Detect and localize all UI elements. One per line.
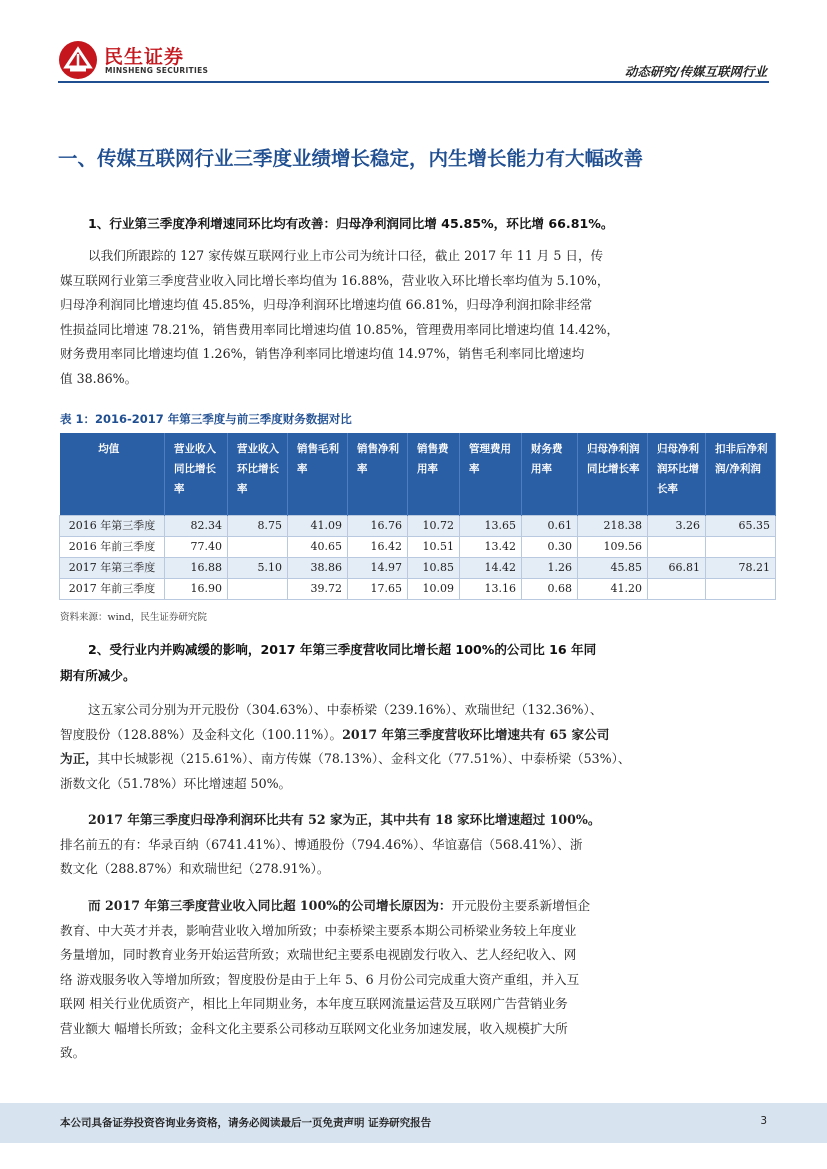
paragraph-line: 财务费用率同比增速均值 1.26%，销售净利率同比增速均值 14.97%，销售毛利率同比增速均 (60, 346, 585, 361)
column-header: 归母净利润环比增长率 (648, 433, 706, 516)
footer-disclaimer: 本公司具备证券投资咨询业务资格，请务必阅读最后一页免责声明 证券研究报告 (60, 1117, 432, 1129)
table-row (60, 537, 776, 558)
table-cell (706, 579, 776, 600)
table-cell: 10.72 (408, 516, 460, 537)
table-row (60, 579, 776, 600)
table-cell: 78.21 (706, 558, 776, 579)
point2-heading (60, 637, 730, 689)
table-cell: 0.30 (522, 537, 578, 558)
report-type: 动态研究/传媒互联网行业 (624, 64, 767, 79)
column-header: 归母净利润同比增长率 (578, 433, 648, 516)
table-cell (648, 537, 706, 558)
text-span: 开元股份主要系新增恒企 (451, 898, 591, 913)
text-span: 智度股份（128.88%）及金科文化（100.11%）。 (60, 726, 343, 742)
table-cell: 16.42 (348, 537, 408, 558)
table-header-row (60, 433, 776, 516)
table-cell: 14.42 (460, 558, 522, 579)
paragraph-line: 务量增加，同时教育业务开始运营所致；欢瑞世纪主要系电视剧发行收入、艺人经纪收入、网 (60, 947, 577, 962)
table-cell: 65.35 (706, 516, 776, 537)
table-cell (228, 579, 288, 600)
paragraph-line: 值 38.86%。 (60, 370, 138, 386)
table-cell: 0.61 (522, 516, 578, 537)
bold-text-span: 为正， (60, 751, 98, 766)
paragraph-line: 排名前五的有：华录百纳（6741.41%）、博通股份（794.46%）、华谊嘉信（568.41%）、浙 (60, 836, 583, 852)
minsheng-logo (58, 40, 208, 80)
column-header: 财务费用率 (522, 433, 578, 516)
table-cell: 13.16 (460, 579, 522, 600)
point2-paragraph-3 (60, 894, 725, 1066)
table-cell: 10.51 (408, 537, 460, 558)
financial-table (59, 433, 775, 600)
paragraph-line: 媒互联网行业第三季度营业收入同比增长率均值为 16.88%，营业收入环比增长率均值为 5.10%， (60, 272, 610, 288)
page-number: 3 (760, 1115, 767, 1127)
column-header: 销售净利率 (348, 433, 408, 516)
table-cell: 13.42 (460, 537, 522, 558)
table-cell: 45.85 (578, 558, 648, 579)
table-cell: 109.56 (578, 537, 648, 558)
minsheng-logo-icon (58, 40, 98, 80)
table-cell: 10.85 (408, 558, 460, 579)
table-cell: 16.76 (348, 516, 408, 537)
table-cell: 1.26 (522, 558, 578, 579)
section-title: 一、传媒互联网行业三季度业绩增长稳定，内生增长能力有大幅改善 (58, 147, 644, 170)
heading-line: 期有所减少。 (60, 668, 136, 683)
table-cell: 41.20 (578, 579, 648, 600)
table-cell: 14.97 (348, 558, 408, 579)
paragraph-line: 络 游戏服务收入等增加所致；智度股份是由于上年 5、6 月份公司完成重大资产重组，并入互 (60, 971, 580, 987)
table-cell (706, 537, 776, 558)
point1-paragraph (60, 244, 725, 391)
paragraph-line (60, 894, 725, 919)
column-header: 销售费用率 (408, 433, 460, 516)
point2-paragraph-1 (60, 698, 725, 796)
paragraph-line: 营业额大 幅增长所致；金科文化主要系公司移动互联网文化业务加速发展，收入规模扩大所 (60, 1020, 568, 1036)
table-cell: 8.75 (228, 516, 288, 537)
page-header (0, 0, 827, 90)
paragraph-line: 联网 相关行业优质资产，相比上年同期业务，本年度互联网流量运营及互联网广告营销业务 (60, 996, 568, 1011)
table-cell: 66.81 (648, 558, 706, 579)
column-header: 管理费用率 (460, 433, 522, 516)
paragraph-line: 以我们所跟踪的 127 家传媒互联网行业上市公司为统计口径，截止 2017 年 11 月 5 日，传 (88, 248, 604, 263)
paragraph-line: 浙数文化（51.78%）环比增速超 50%。 (60, 775, 292, 791)
table-title: 表 1：2016-2017 年第三季度与前三季度财务数据对比 (60, 412, 352, 426)
table-row (60, 558, 776, 579)
table-row (60, 516, 776, 537)
column-header: 扣非后净利润/净利润 (706, 433, 776, 516)
table-cell: 38.86 (288, 558, 348, 579)
table-cell (228, 537, 288, 558)
table-cell: 2017 年第三季度 (60, 558, 165, 579)
paragraph-line: 归母净利润同比增速均值 45.85%，归母净利润环比增速均值 66.81%，归母净利润扣除非经常 (60, 297, 593, 312)
table-cell: 218.38 (578, 516, 648, 537)
table-cell: 5.10 (228, 558, 288, 579)
table-cell: 0.68 (522, 579, 578, 600)
table-source: 资料来源：wind，民生证券研究院 (60, 612, 207, 623)
paragraph-line (60, 723, 725, 748)
point1-heading: 1、行业第三季度净利增速同环比均有改善：归母净利润同比增 45.85%，环比增 66.81%。 (88, 216, 614, 231)
column-header: 均值 (60, 433, 165, 516)
table-cell: 82.34 (165, 516, 228, 537)
table-cell: 3.26 (648, 516, 706, 537)
table-cell: 40.65 (288, 537, 348, 558)
paragraph-line: 性损益同比增速 78.21%，销售费用率同比增速均值 10.85%，管理费用率同比增速均值 14.42%， (60, 321, 620, 337)
paragraph-line: 这五家公司分别为开元股份（304.63%）、中泰桥梁（239.16%）、欢瑞世纪（132.36%）、 (88, 702, 603, 717)
paragraph-line: 2017 年第三季度归母净利润环比共有 52 家为正，其中共有 18 家环比增速超过 100%。 (88, 812, 601, 827)
table-cell: 16.88 (165, 558, 228, 579)
table-cell: 39.72 (288, 579, 348, 600)
table-cell: 16.90 (165, 579, 228, 600)
paragraph-line: 数文化（288.87%）和欢瑞世纪（278.91%）。 (60, 861, 330, 876)
table-cell: 13.65 (460, 516, 522, 537)
point2-paragraph-2 (60, 808, 725, 882)
column-header: 营业收入环比增长率 (228, 433, 288, 516)
bold-text-span: 2017 年第三季度营收环比增速共有 65 家公司 (342, 726, 610, 742)
header-divider (58, 81, 769, 83)
text-span: 其中长城影视（215.61%）、南方传媒（78.13%）、金科文化（77.51%）、中泰桥梁（53%）、 (97, 751, 631, 766)
page-footer (0, 1103, 827, 1143)
table-cell: 2016 年第三季度 (60, 516, 165, 537)
table-cell: 77.40 (165, 537, 228, 558)
table-cell: 2017 年前三季度 (60, 579, 165, 600)
paragraph-line (60, 747, 725, 772)
heading-line: 2、受行业内并购减缓的影响，2017 年第三季度营收同比增长超 100%的公司比 16 年同 (88, 642, 597, 657)
table-cell: 17.65 (348, 579, 408, 600)
paragraph-line: 教育、中大英才并表，影响营业收入增加所致；中泰桥梁主要系本期公司桥梁业务较上年度业 (60, 922, 577, 938)
logo-chinese-name: 民生证券 (104, 46, 185, 68)
logo-english-name: MINSHENG SECURITIES (105, 66, 209, 75)
column-header: 营业收入同比增长率 (165, 433, 228, 516)
table-cell: 41.09 (288, 516, 348, 537)
column-header: 销售毛利率 (288, 433, 348, 516)
table-cell: 10.09 (408, 579, 460, 600)
bold-text-span: 而 2017 年第三季度营业收入同比超 100%的公司增长原因为： (88, 898, 452, 913)
table-cell (648, 579, 706, 600)
table-cell: 2016 年前三季度 (60, 537, 165, 558)
paragraph-line: 致。 (60, 1045, 86, 1060)
